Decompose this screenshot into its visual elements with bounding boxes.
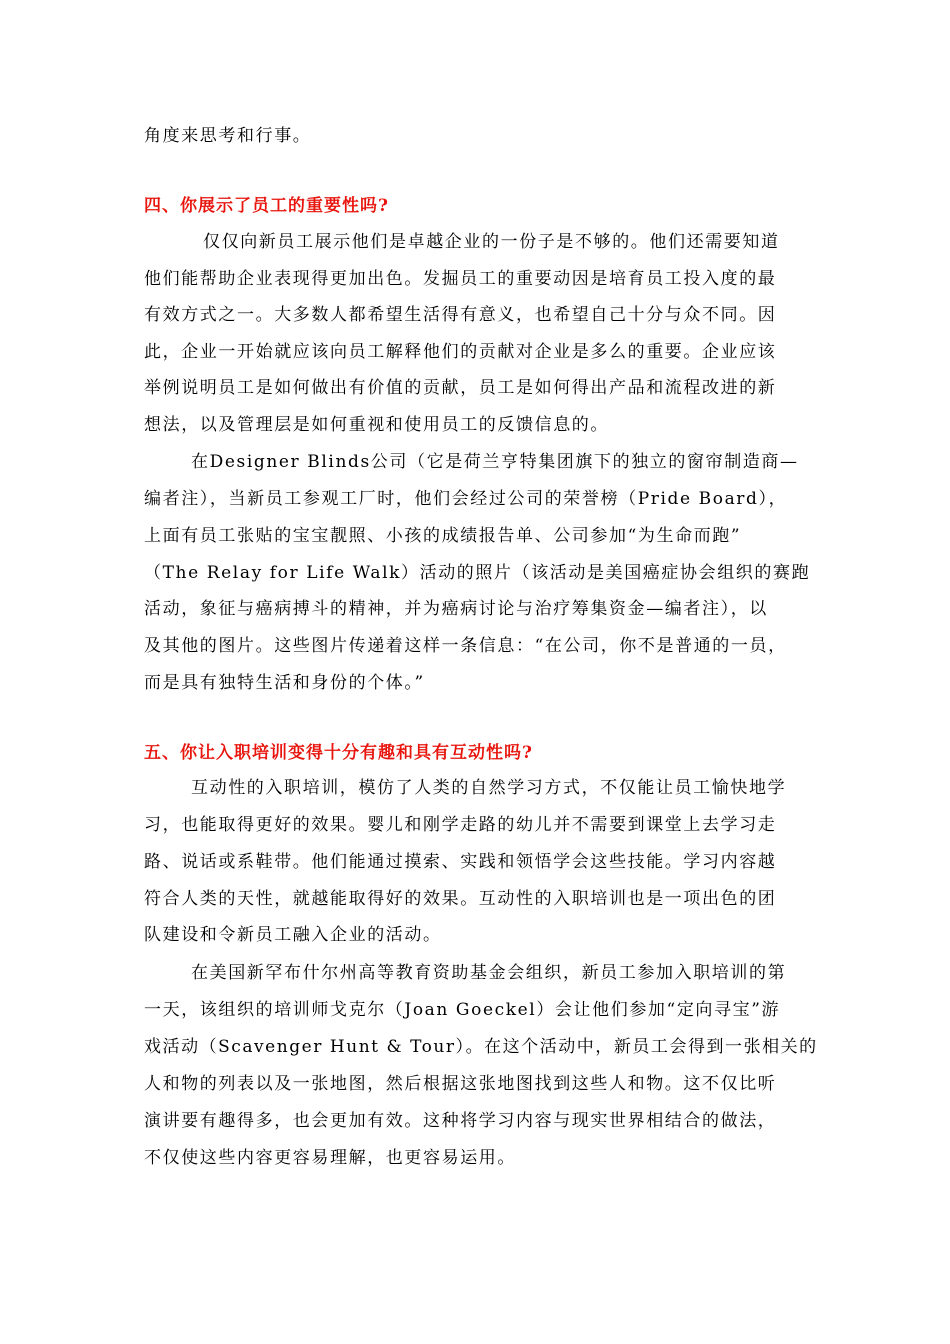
section-5-paragraph-2-line: 一天，该组织的培训师戈克尔（Joan Goeckel）会让他们参加“定向寻宝”游 [144, 1000, 781, 1020]
continuation-text: 角度来思考和行事。 [144, 126, 312, 146]
section-4-paragraph-1-line: 他们能帮助企业表现得更加出色。发掘员工的重要动因是培育员工投入度的最 [144, 269, 777, 289]
section-5-paragraph-1-line: 互动性的入职培训，模仿了人类的自然学习方式，不仅能让员工愉快地学 [191, 778, 787, 798]
section-5-paragraph-2-line: 人和物的列表以及一张地图，然后根据这张地图找到这些人和物。这不仅比听 [144, 1074, 777, 1094]
section-5-paragraph-1-line: 路、说话或系鞋带。他们能通过摸索、实践和领悟学会这些技能。学习内容越 [144, 852, 777, 872]
section-4-heading: 四、你展示了员工的重要性吗? [144, 196, 389, 216]
section-5-paragraph-2-line: 演讲要有趣得多，也会更加有效。这种将学习内容与现实世界相结合的做法， [144, 1111, 777, 1131]
section-4-paragraph-1-line: 想法，以及管理层是如何重视和使用员工的反馈信息的。 [144, 415, 609, 435]
section-5-paragraph-1-line: 习，也能取得更好的效果。婴儿和刚学走路的幼儿并不需要到课堂上去学习走 [144, 815, 777, 835]
section-4-paragraph-1-line: 举例说明员工是如何做出有价值的贡献，员工是如何得出产品和流程改进的新 [144, 378, 777, 398]
section-4-paragraph-2-line: 编者注），当新员工参观工厂时，他们会经过公司的荣誉榜（Pride Board）， [144, 489, 788, 509]
section-5-paragraph-2-line: 不仅使这些内容更容易理解，也更容易运用。 [144, 1148, 516, 1168]
section-4-paragraph-2-line: 上面有员工张贴的宝宝靓照、小孩的成绩报告单、公司参加“为生命而跑” [144, 526, 742, 546]
section-5-heading: 五、你让入职培训变得十分有趣和具有互动性吗? [144, 743, 533, 763]
section-5-paragraph-1-line: 队建设和令新员工融入企业的活动。 [144, 925, 442, 945]
section-4-paragraph-1-line: 有效方式之一。大多数人都希望生活得有意义，也希望自己十分与众不同。因 [144, 305, 777, 325]
section-4-paragraph-1-line: 仅仅向新员工展示他们是卓越企业的一份子是不够的。他们还需要知道 [203, 232, 780, 252]
section-4-paragraph-2-line: 及其他的图片。这些图片传递着这样一条信息：“在公司，你不是普通的一员， [144, 636, 787, 656]
section-5-paragraph-2-line: 戏活动（Scavenger Hunt & Tour）。在这个活动中，新员工会得到一张相关的 [144, 1037, 818, 1057]
section-4-paragraph-1-line: 此，企业一开始就应该向员工解释他们的贡献对企业是多么的重要。企业应该 [144, 342, 777, 362]
section-4-paragraph-2-line: 活动，象征与癌病搏斗的精神，并为癌病讨论与治疗筹集资金—编者注），以 [144, 599, 768, 619]
section-4-paragraph-2-line: 而是具有独特生活和身份的个体。” [144, 673, 425, 693]
section-5-paragraph-2-line: 在美国新罕布什尔州高等教育资助基金会组织，新员工参加入职培训的第 [191, 963, 787, 983]
section-5-paragraph-1-line: 符合人类的天性，就越能取得好的效果。互动性的入职培训也是一项出色的团 [144, 889, 777, 909]
section-4-paragraph-2-line: （The Relay for Life Walk）活动的照片（该活动是美国癌症协会组织的赛跑 [144, 563, 811, 583]
section-4-paragraph-2-line: 在Designer Blinds公司（它是荷兰亨特集团旗下的独立的窗帘制造商— [191, 452, 799, 472]
